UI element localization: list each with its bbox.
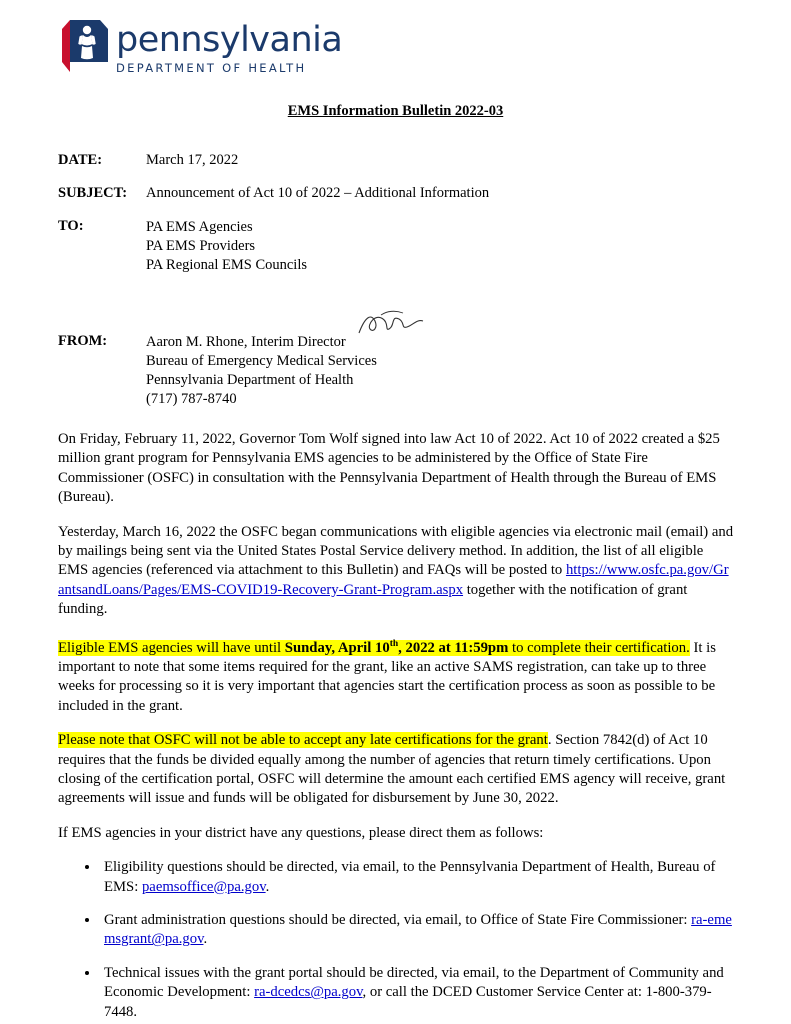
bullet-2-text: Grant administration questions should be directed, via email, to Office of State Fire Commissioner: — [104, 912, 688, 929]
list-item — [100, 911, 734, 950]
deadline-highlight — [58, 640, 690, 656]
deadline-date-sup: th — [389, 638, 399, 649]
body-paragraph-4-rest: . Section 7842(d) of Act 10 requires that the funds be divided equally among the number of agencies that return timely certifications. Upon closing of the certification portal, OSFC will determine the amount each certified EMS agency will receive, grant agreements will issue and funds will be obligated for disbursement by June 30, 2022. — [58, 732, 726, 807]
from-label: FROM: — [58, 333, 108, 349]
brand-department: DEPARTMENT OF HEALTH — [116, 61, 307, 75]
document-meta — [58, 152, 738, 291]
to-value-2: PA EMS Providers — [146, 238, 256, 254]
from-values — [146, 333, 738, 409]
grant-program-link[interactable]: https://www.osfc.pa.gov/GrantsandLoans/Pages/EMS-COVID19-Recovery-Grant-Program.aspx — [58, 562, 729, 598]
brand-name: pennsylvania — [116, 20, 343, 60]
document-body — [58, 430, 734, 1024]
body-paragraph-4 — [58, 731, 734, 809]
bullet-3-text: Technical issues with the grant portal should be directed, via email, to the Department of Community and Economic Development: — [104, 964, 724, 1001]
date-label: DATE: — [58, 152, 103, 168]
letterhead — [62, 20, 342, 75]
meta-row-to — [58, 218, 738, 275]
meta-row-subject — [58, 185, 738, 202]
deadline-text-a: Eligible EMS agencies will have until — [58, 639, 282, 656]
contact-list — [58, 858, 734, 1022]
from-value-2: Bureau of Emergency Medical Services — [146, 353, 377, 369]
to-label: TO: — [58, 218, 84, 234]
subject-label: SUBJECT: — [58, 185, 128, 201]
keystone-logo-icon — [62, 20, 108, 72]
bullet-1-after: . — [265, 878, 270, 895]
subject-value: Announcement of Act 10 of 2022 – Additional Information — [146, 185, 490, 201]
late-certification-highlight: Please note that OSFC will not be able to accept any late certifications for the grant — [58, 732, 548, 749]
body-paragraph-2-text-end: together with the notification of grant funding. — [58, 581, 688, 618]
dcedcs-email-link[interactable]: ra-dcedcs@pa.gov — [254, 984, 363, 1001]
body-paragraph-5: If EMS agencies in your district have any questions, please direct them as follows: — [58, 824, 544, 841]
from-value-4: (717) 787-8740 — [146, 391, 237, 407]
from-value-3: Pennsylvania Department of Health — [146, 372, 354, 388]
from-value-1: Aaron M. Rhone, Interim Director — [146, 334, 346, 350]
deadline-date-time: , 2022 at 11:59pm — [398, 639, 509, 656]
deadline-text-b: to complete their certification. — [511, 639, 690, 656]
body-paragraph-2-text: Yesterday, March 16, 2022 the OSFC began communications with eligible agencies via electronic mail (email) and by mailings being sent via the United States Postal Service delivery method. In addition, the list of all eligible EMS agencies (referenced via attachment to this Bulletin) and FAQs will be posted to — [58, 523, 734, 579]
meta-row-from — [58, 333, 738, 409]
list-item — [100, 964, 734, 1022]
meta-row-date — [58, 152, 738, 169]
page-title: EMS Information Bulletin 2022-03 — [287, 103, 504, 119]
list-item — [100, 858, 734, 897]
bullet-3-after: , or call the DCED Customer Service Center at: 1-800-379-7448. — [104, 984, 712, 1020]
date-value: March 17, 2022 — [146, 152, 239, 168]
bullet-1-text: Eligibility questions should be directed, via email, to the Pennsylvania Department of Health, Bureau of EMS: — [104, 859, 716, 895]
body-paragraph-3-rest: It is important to note that some items required for the grant, like an active SAMS registration, can take up to three weeks for processing so it is very important that agencies start the certification process as soon as possible to be included in the grant. — [58, 639, 716, 714]
deadline-date-day: Sunday, April 10 — [284, 639, 390, 656]
body-paragraph-1: On Friday, February 11, 2022, Governor Tom Wolf signed into law Act 10 of 2022. Act 10 of 2022 created a $25 million grant program for Pennsylvania EMS agencies to be administered by the Office of State Fire Commissioner (OSFC) in consultation with the Pennsylvania Department of Health through the Bureau of EMS (Bureau). — [58, 431, 720, 506]
bullet-2-after: . — [203, 931, 208, 948]
to-value-1: PA EMS Agencies — [146, 219, 253, 235]
body-paragraph-3 — [58, 635, 734, 717]
emsgrant-email-link[interactable]: ra-ememsgrant@pa.gov — [104, 912, 732, 948]
to-values — [146, 218, 738, 275]
body-paragraph-2 — [58, 523, 734, 620]
deadline-date — [285, 640, 509, 656]
paemsoffice-email-link[interactable]: paemsoffice@pa.gov — [141, 878, 266, 895]
to-value-3: PA Regional EMS Councils — [146, 257, 308, 273]
